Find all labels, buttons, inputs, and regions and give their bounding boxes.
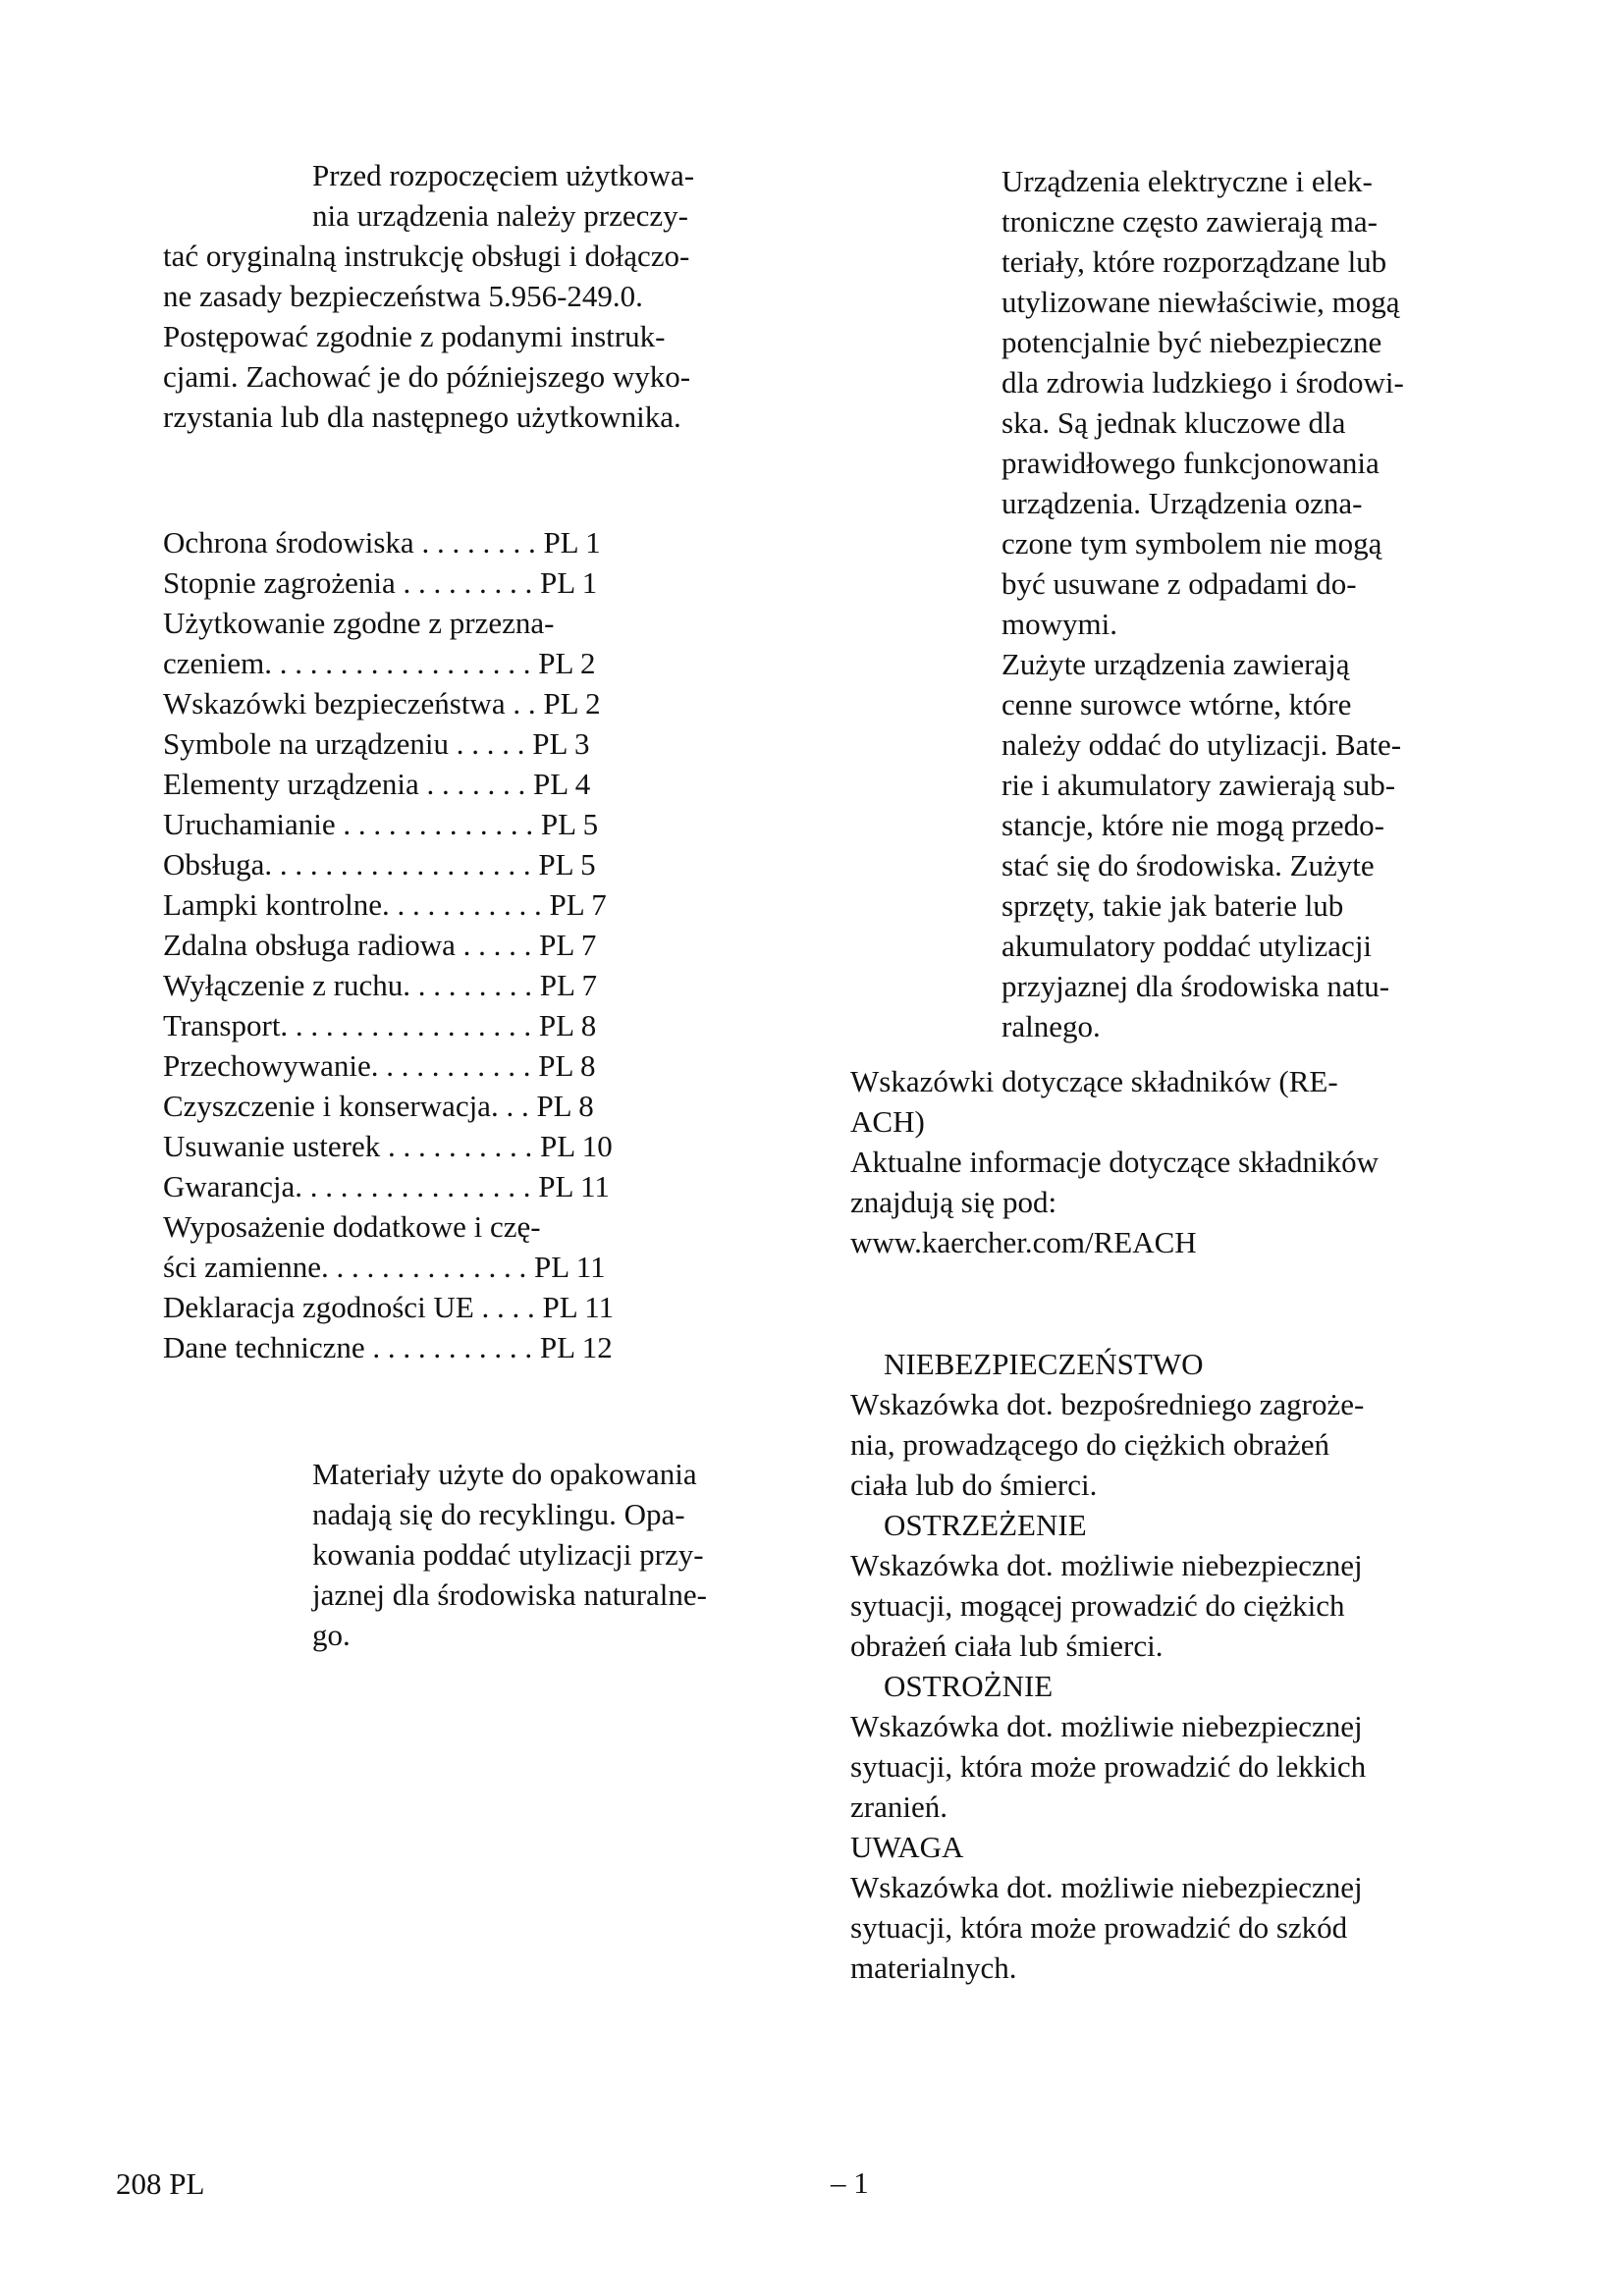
- toc-entry[interactable]: Dane techniczne . . . . . . . . . . . PL 12: [163, 1330, 613, 1364]
- caution-text: Wskazówka dot. możliwie niebezpiecznej: [850, 1709, 1363, 1743]
- toc-entry[interactable]: Przechowywanie. . . . . . . . . . . PL 8: [163, 1048, 596, 1083]
- intro-line: nia urządzenia należy przeczy-: [312, 198, 688, 233]
- electrical-line: Zużyte urządzenia zawierają: [1001, 647, 1350, 681]
- electrical-line: teriały, które rozporządzane lub: [1001, 244, 1387, 279]
- toc-entry[interactable]: Transport. . . . . . . . . . . . . . . . . PL 8: [163, 1008, 597, 1042]
- electrical-line: przyjaznej dla środowiska natu-: [1001, 969, 1390, 1003]
- danger-text: ciała lub do śmierci.: [850, 1468, 1098, 1502]
- electrical-line: urządzenia. Urządzenia ozna-: [1001, 486, 1363, 520]
- electrical-line: ralnego.: [1001, 1009, 1101, 1043]
- warning-text: obrażeń ciała lub śmierci.: [850, 1629, 1164, 1663]
- electrical-line: troniczne często zawierają ma-: [1001, 204, 1378, 239]
- toc-entry[interactable]: Zdalna obsługa radiowa . . . . . PL 7: [163, 928, 597, 962]
- electrical-line: akumulatory poddać utylizacji: [1001, 929, 1373, 963]
- caution-text: sytuacji, która może prowadzić do lekkich: [850, 1749, 1367, 1784]
- toc-entry[interactable]: Wyposażenie dodatkowe i czę-: [163, 1209, 541, 1244]
- hazard-levels: [850, 1344, 1366, 1988]
- footer-page-number: – 1: [831, 2165, 869, 2200]
- toc-entry[interactable]: Deklaracja zgodności UE . . . . PL 11: [163, 1290, 615, 1324]
- electrical-line: prawidłowego funkcjonowania: [1001, 446, 1380, 480]
- notice-heading: UWAGA: [850, 1830, 964, 1864]
- reach-link[interactable]: www.kaercher.com/REACH: [850, 1225, 1197, 1259]
- electrical-line: dla zdrowia ludzkiego i środowi-: [1001, 365, 1404, 400]
- electrical-line: ska. Są jednak kluczowe dla: [1001, 405, 1346, 440]
- intro-paragraph: [163, 155, 694, 437]
- danger-heading: NIEBEZPIECZEŃSTWO: [884, 1347, 1204, 1381]
- toc-entry[interactable]: Uruchamianie . . . . . . . . . . . . . PL 5: [163, 807, 599, 841]
- electrical-line: utylizowane niewłaściwie, mogą: [1001, 285, 1400, 319]
- reach-paragraph: [850, 1061, 1379, 1262]
- caution-heading: OSTROŻNIE: [884, 1669, 1054, 1703]
- reach-line: ACH): [850, 1104, 925, 1139]
- electrical-line: sprzęty, takie jak baterie lub: [1001, 888, 1344, 923]
- electrical-line: potencjalnie być niebezpieczne: [1001, 325, 1382, 359]
- electrical-disposal-paragraph: [1001, 161, 1404, 1046]
- electrical-line: stać się do środowiska. Zużyte: [1001, 848, 1375, 882]
- toc-entry[interactable]: ści zamienne. . . . . . . . . . . . . . PL 11: [163, 1250, 606, 1284]
- toc-entry[interactable]: Ochrona środowiska . . . . . . . . PL 1: [163, 525, 601, 560]
- notice-text: sytuacji, która może prowadzić do szkód: [850, 1910, 1348, 1945]
- intro-line: cjami. Zachować je do późniejszego wyko-: [163, 359, 691, 394]
- intro-line: Przed rozpoczęciem użytkowa-: [312, 158, 695, 192]
- intro-line: ne zasady bezpieczeństwa 5.956-249.0.: [163, 279, 643, 313]
- packaging-line: kowania poddać utylizacji przy-: [312, 1537, 704, 1572]
- toc-entry[interactable]: Wskazówki bezpieczeństwa . . PL 2: [163, 686, 601, 721]
- notice-text: materialnych.: [850, 1950, 1017, 1985]
- intro-line: Postępować zgodnie z podanymi instruk-: [163, 319, 666, 353]
- electrical-line: należy oddać do utylizacji. Bate-: [1001, 727, 1402, 762]
- danger-text: Wskazówka dot. bezpośredniego zagroże-: [850, 1387, 1365, 1421]
- intro-line: rzystania lub dla następnego użytkownika.: [163, 400, 681, 434]
- electrical-line: mowymi.: [1001, 607, 1117, 641]
- electrical-line: czone tym symbolem nie mogą: [1001, 526, 1382, 561]
- warning-heading: OSTRZEŻENIE: [884, 1508, 1087, 1542]
- packaging-line: jaznej dla środowiska naturalne-: [312, 1577, 707, 1612]
- packaging-paragraph: [312, 1454, 707, 1655]
- electrical-line: cenne surowce wtórne, które: [1001, 687, 1352, 721]
- reach-line: znajdują się pod:: [850, 1185, 1057, 1219]
- toc-entry[interactable]: Gwarancja. . . . . . . . . . . . . . . . PL 11: [163, 1169, 610, 1203]
- warning-text: sytuacji, mogącej prowadzić do ciężkich: [850, 1588, 1345, 1623]
- reach-line: Aktualne informacje dotyczące składników: [850, 1145, 1379, 1179]
- table-of-contents: [163, 522, 614, 1367]
- electrical-line: stancje, które nie mogą przedo-: [1001, 808, 1384, 842]
- toc-entry[interactable]: Użytkowanie zgodne z przezna-: [163, 606, 555, 640]
- packaging-line: Materiały użyte do opakowania: [312, 1457, 697, 1491]
- toc-entry[interactable]: czeniem. . . . . . . . . . . . . . . . . . PL 2: [163, 646, 596, 680]
- toc-entry[interactable]: Lampki kontrolne. . . . . . . . . . . PL 7: [163, 887, 607, 922]
- electrical-line: być usuwane z odpadami do-: [1001, 566, 1357, 601]
- reach-line: Wskazówki dotyczące składników (RE-: [850, 1064, 1338, 1098]
- danger-text: nia, prowadzącego do ciężkich obrażeń: [850, 1427, 1329, 1462]
- electrical-line: rie i akumulatory zawierają sub-: [1001, 768, 1396, 802]
- notice-text: Wskazówka dot. możliwie niebezpiecznej: [850, 1870, 1363, 1904]
- packaging-line: go.: [312, 1618, 351, 1652]
- toc-entry[interactable]: Symbole na urządzeniu . . . . . PL 3: [163, 726, 590, 761]
- packaging-line: nadają się do recyklingu. Opa-: [312, 1497, 685, 1531]
- toc-entry[interactable]: Stopnie zagrożenia . . . . . . . . . PL 1: [163, 565, 598, 600]
- toc-entry[interactable]: Czyszczenie i konserwacja. . . PL 8: [163, 1089, 594, 1123]
- electrical-line: Urządzenia elektryczne i elek-: [1001, 164, 1373, 198]
- warning-text: Wskazówka dot. możliwie niebezpiecznej: [850, 1548, 1363, 1582]
- footer-page-label: 208 PL: [116, 2166, 205, 2201]
- toc-entry[interactable]: Usuwanie usterek . . . . . . . . . . PL 10: [163, 1129, 613, 1163]
- intro-line: tać oryginalną instrukcję obsługi i dołączo-: [163, 239, 690, 273]
- caution-text: zranień.: [850, 1789, 947, 1824]
- toc-entry[interactable]: Obsługa. . . . . . . . . . . . . . . . . . PL 5: [163, 847, 596, 881]
- toc-entry[interactable]: Wyłączenie z ruchu. . . . . . . . . PL 7: [163, 968, 598, 1002]
- toc-entry[interactable]: Elementy urządzenia . . . . . . . PL 4: [163, 767, 591, 801]
